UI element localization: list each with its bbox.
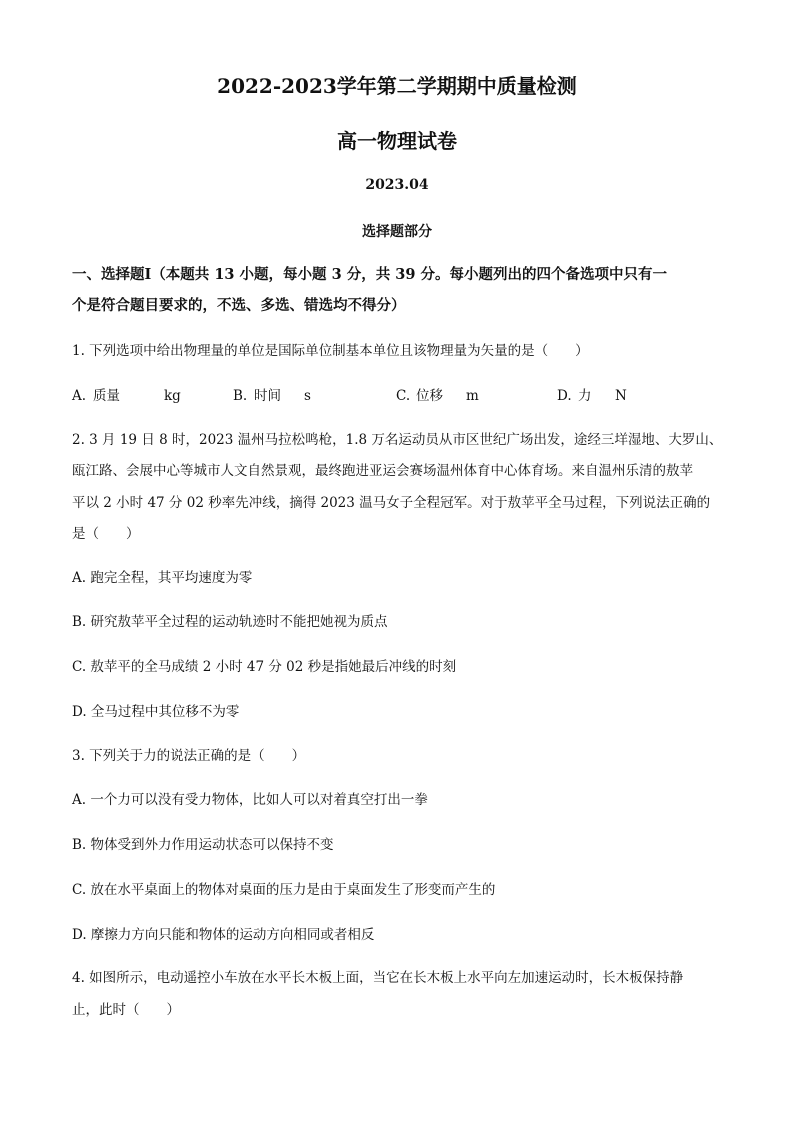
question-2-option-b: B. 研究敖苹平全过程的运动轨迹时不能把她视为质点 (72, 614, 388, 630)
option-b-name: 时间 (254, 388, 281, 404)
option-a-name: 质量 (93, 388, 120, 404)
option-c-letter: C. (396, 388, 411, 404)
exam-subtitle: 高一物理试卷 (337, 129, 457, 153)
question-2-line-1: 2. 3 月 19 日 8 时，2023 温州马拉松鸣枪，1.8 万名运动员从市区世纪广场出发，途经三垟湿地、大罗山、 (72, 432, 723, 448)
question-3-option-a: A. 一个力可以没有受力物体，比如人可以对着真空打出一拳 (72, 792, 428, 808)
question-4-line-1: 4. 如图所示，电动遥控小车放在水平长木板上面，当它在长木板上水平向左加速运动时，长木板保持静 (72, 970, 684, 986)
question-4-line-2: 止，此时（ ） (72, 1002, 180, 1018)
exam-title: 2022-2023学年第二学期期中质量检测 (217, 74, 577, 98)
question-3-option-d: D. 摩擦力方向只能和物体的运动方向相同或者相反 (72, 927, 375, 943)
option-c-unit: m (466, 388, 479, 404)
option-c-name: 位移 (416, 388, 443, 404)
option-d-name: 力 (578, 388, 592, 404)
exam-date: 2023.04 (365, 177, 429, 193)
section-instruction-line-2: 个是符合题目要求的，不选、多选、错选均不得分） (72, 297, 406, 314)
part-heading: 选择题部分 (362, 224, 432, 240)
question-2-line-4: 是（ ） (72, 526, 140, 542)
question-2-line-3: 平以 2 小时 47 分 02 秒率先冲线，摘得 2023 温马女子全程冠军。对于敖苹平全马过程，下列说法正确的 (72, 495, 711, 511)
question-2-option-c: C. 敖苹平的全马成绩 2 小时 47 分 02 秒是指她最后冲线的时刻 (72, 659, 457, 675)
question-3-stem: 3. 下列关于力的说法正确的是（ ） (72, 748, 306, 764)
question-3-option-b: B. 物体受到外力作用运动状态可以保持不变 (72, 837, 334, 853)
question-1-stem: 1. 下列选项中给出物理量的单位是国际单位制基本单位且该物理量为矢量的是（ ） (72, 343, 589, 359)
option-b-unit: s (304, 388, 311, 404)
question-2-option-a: A. 跑完全程，其平均速度为零 (72, 570, 253, 586)
question-2-option-d: D. 全马过程中其位移不为零 (72, 704, 240, 720)
option-d-unit: N (615, 388, 627, 404)
question-2-line-2: 瓯江路、会展中心等城市人文自然景观，最终跑进亚运会赛场温州体育中心体育场。来自温州乐清的敖苹 (72, 463, 693, 479)
section-instruction-line-1: 一、选择题Ⅰ（本题共 13 小题，每小题 3 分，共 39 分。每小题列出的四个备选项中只有一 (72, 266, 668, 283)
option-b-letter: B. (233, 388, 248, 404)
option-d-letter: D. (557, 388, 572, 404)
option-a-unit: kg (164, 388, 181, 404)
question-3-option-c: C. 放在水平桌面上的物体对桌面的压力是由于桌面发生了形变而产生的 (72, 882, 496, 898)
option-a-letter: A. (72, 388, 87, 404)
